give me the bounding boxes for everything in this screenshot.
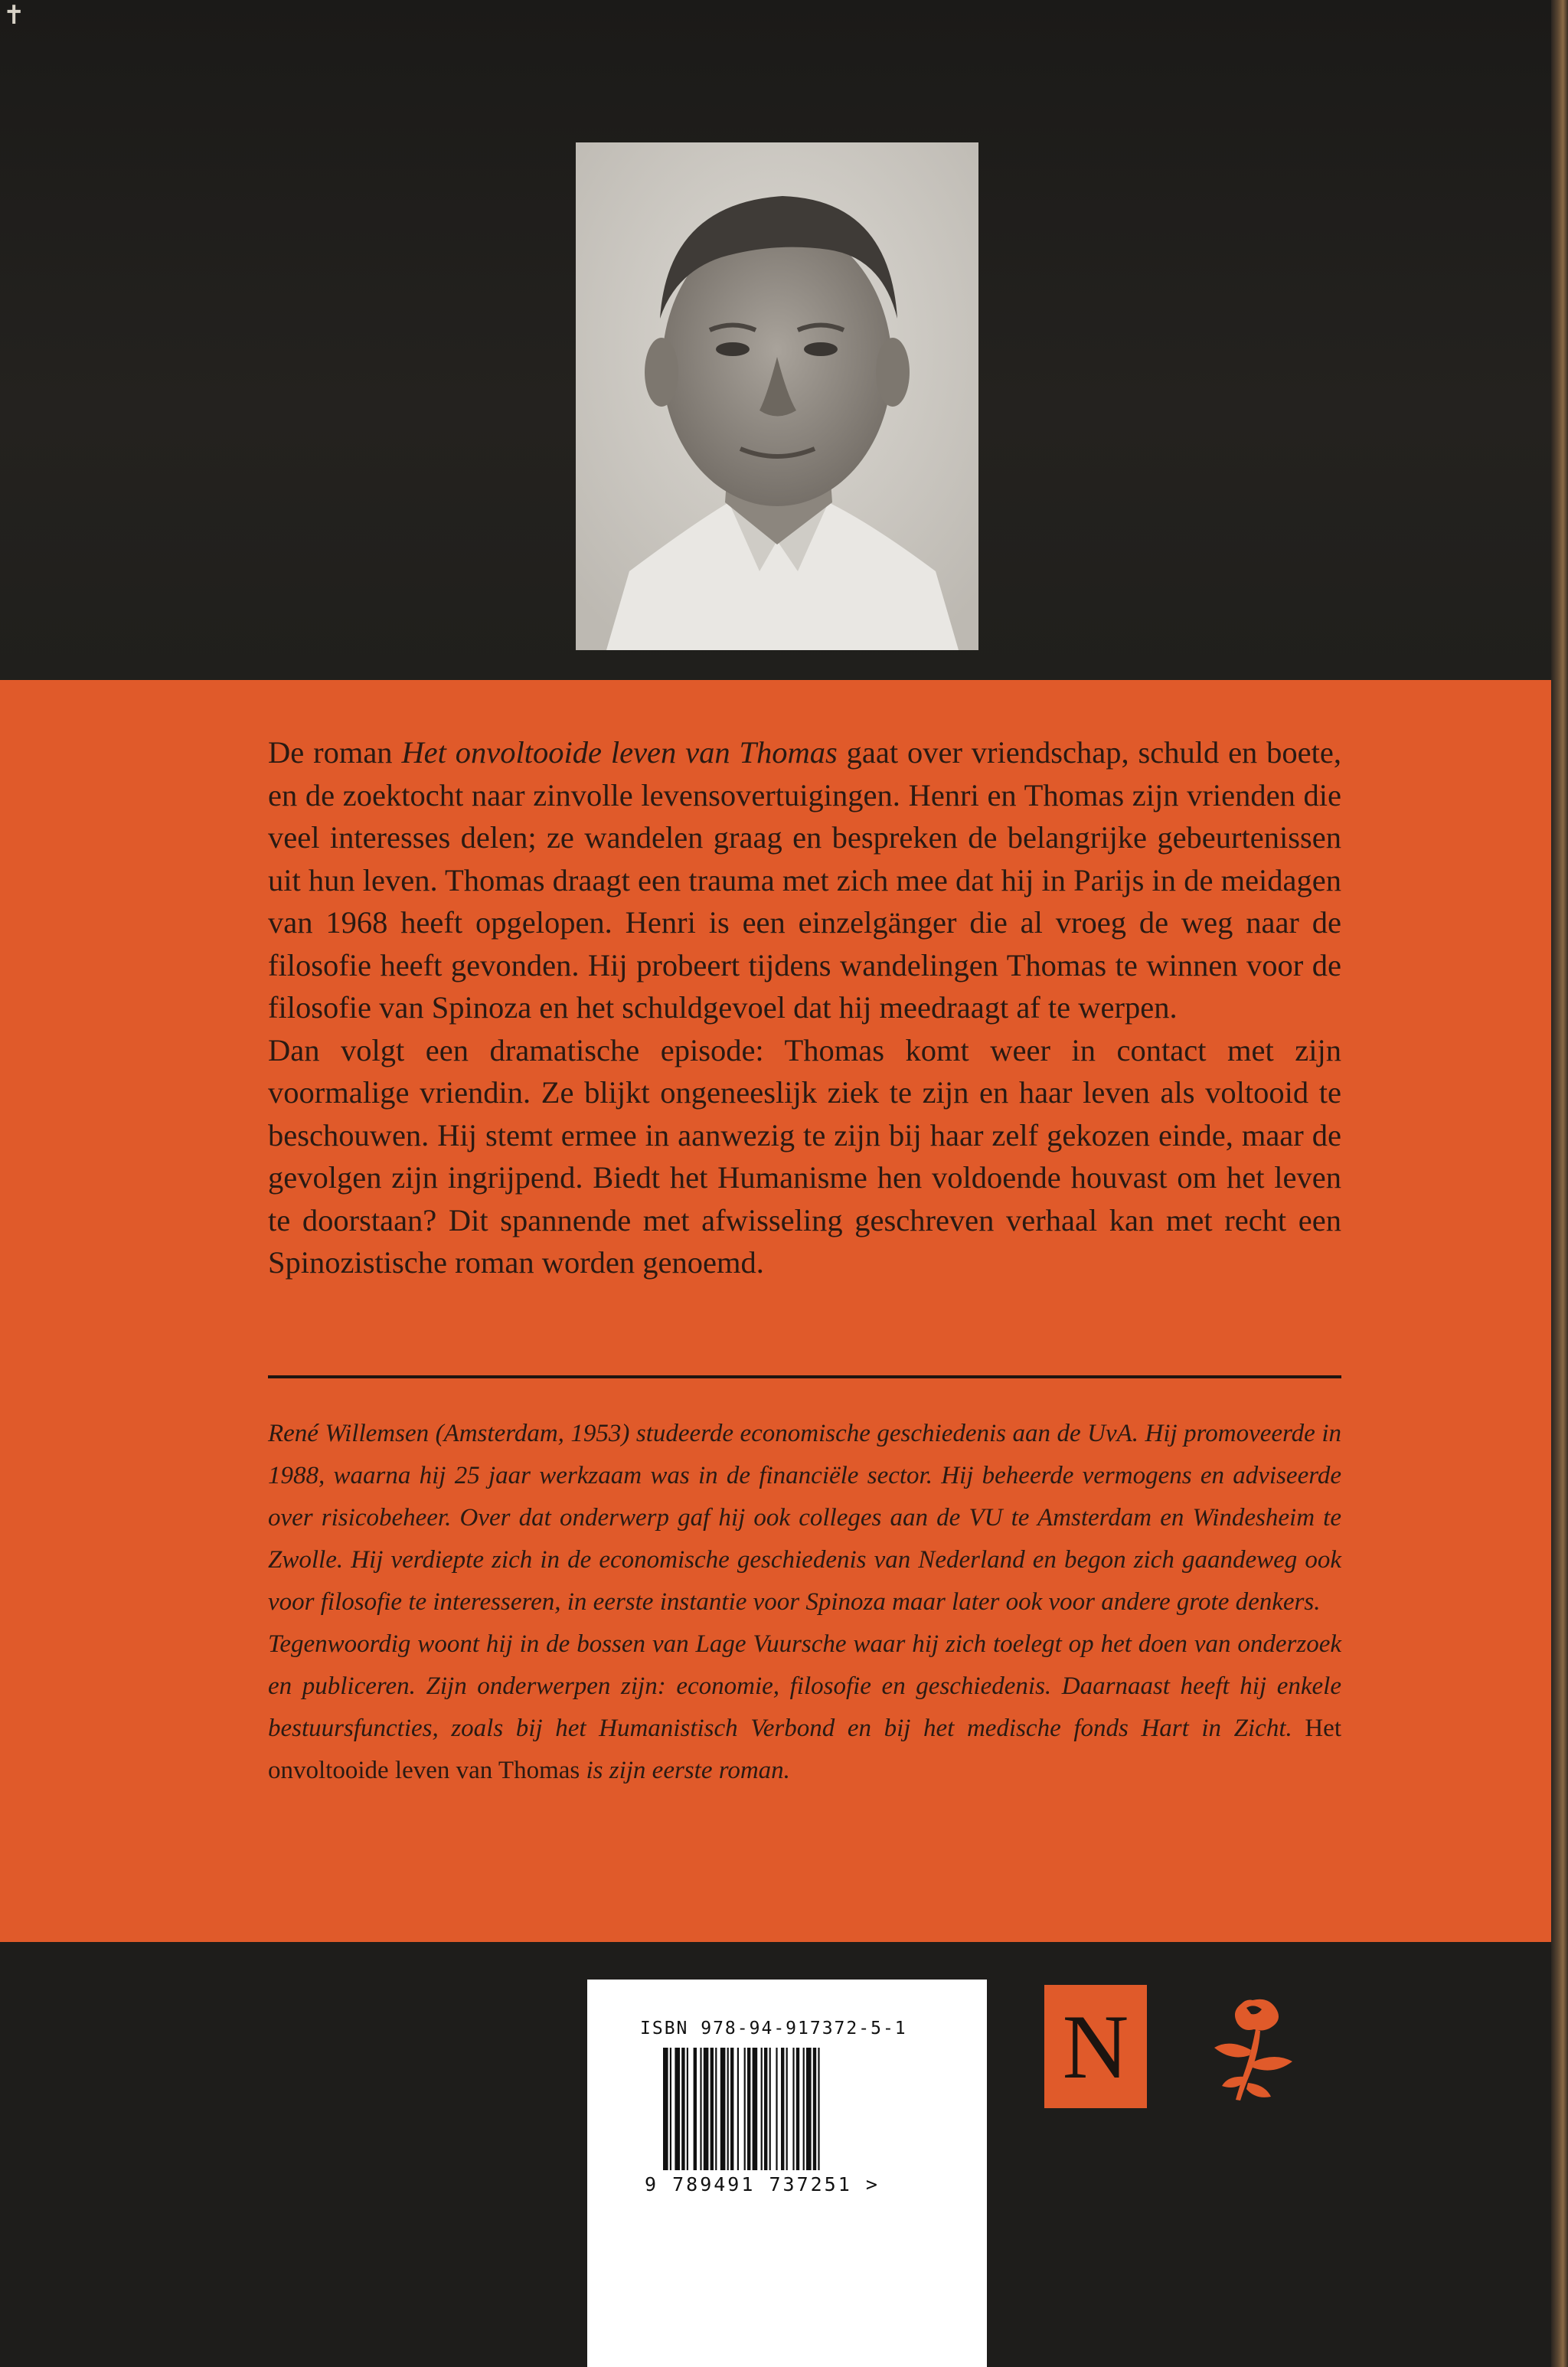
bio-text: Tegenwoordig woont hij in de bossen van Lage Vuursche waar hij zich toelegt op het doen van onderzoek en publiceren. Zijn onderwerpen zijn: economie, filosofie en geschiedenis. Daarnaast heeft hij enkele bestuursfuncties, zoals bij het Humanistisch Verbond en bij het medische fonds Hart in Zicht. (268, 1630, 1341, 1742)
crop-mark-top-left: ✝ (3, 0, 25, 31)
author-portrait-illustration (576, 142, 978, 650)
rose-icon (1191, 1985, 1314, 2107)
isbn-label: ISBN 978-94-917372-5-1 (640, 2019, 907, 2038)
section-divider (268, 1375, 1341, 1378)
barcode-icon (663, 2048, 912, 2170)
book-title-italic: Het onvoltooide leven van Thomas (401, 735, 838, 770)
blurb-text: De roman (268, 735, 402, 770)
blurb-paragraph-1 (268, 731, 1341, 1029)
bio-paragraph-1: René Willemsen (Amsterdam, 1953) studeerde economische geschiedenis aan de UvA. Hij promoveerde in 1988, waarna hij 25 jaar werkzaam was in de financiële sector. Hij beheerde vermogens en adviseerde over risicobeheer. Over dat onderwerp gaf hij ook colleges aan de VU te Amsterdam en Windesheim te Zwolle. Hij verdiepte zich in de economische geschiedenis van Nederland en begon zich gaandeweg ook voor filosofie te interesseren, in eerste instantie voor Spinoza maar later ook voor andere grote denkers. (268, 1420, 1341, 1616)
author-photo (576, 142, 978, 650)
bio-paragraph-2 (268, 1623, 1341, 1792)
spine-edge (1551, 0, 1568, 2367)
blurb-paragraph-2: Dan volgt een dramatische episode: Thomas komt weer in contact met zijn voormalige vriendin. Ze blijkt ongeneeslijk ziek te zijn en haar leven als voltooid te beschouwen. Hij stemt ermee in aanwezig te zijn bij haar zelf gekozen einde, maar de gevolgen zijn ingrijpend. Biedt het Humanisme hen voldoende houvast om het leven te doorstaan? Dit spannende met afwisseling geschreven verhaal kan met recht een Spinozistische roman worden genoemd. (268, 1032, 1341, 1280)
barcode-digits: 9 789491 737251 > (645, 2173, 880, 2195)
bio-text: is zijn eerste roman. (580, 1757, 790, 1784)
author-bio (268, 1413, 1341, 1792)
blurb-text: gaat over vriendschap, schuld en boete, en de zoektocht naar zinvolle levensovertuigingen. Henri en Thomas zijn vrienden die veel interesses delen; ze wandelen graag en bespreken de belangrijke gebeurtenissen uit hun leven. Thomas draagt een trauma met zich mee dat hij in Parijs in de meidagen van 1968 heeft opgelopen. Henri is een einzelgänger die al vroeg de weg naar de filosofie heeft gevonden. Hij probeert tijdens wandelingen Thomas te winnen voor de filosofie van Spinoza en het schuldgevoel dat hij meedraagt af te werpen. (268, 735, 1341, 1025)
book-blurb (268, 731, 1341, 1284)
publisher-logo: N (1044, 1985, 1147, 2108)
book-title-roman: Het onvoltooide leven van Thomas (268, 1715, 1341, 1784)
